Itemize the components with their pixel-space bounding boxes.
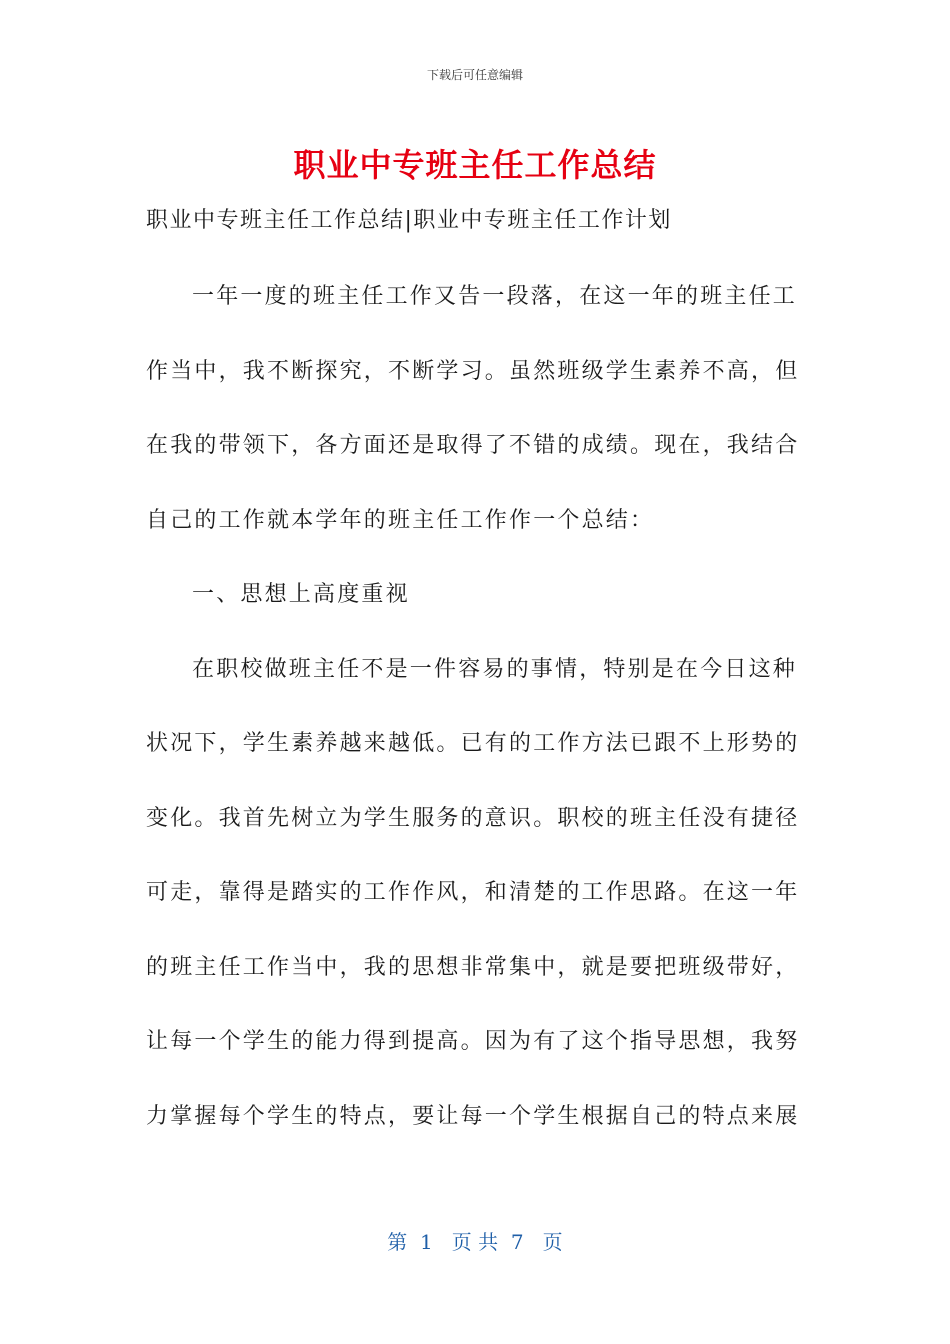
paragraph-1-line-1: 一年一度的班主任工作又告一段落，在这一年的班主任工 (192, 284, 798, 309)
document-title: 职业中专班主任工作总结 (293, 146, 657, 184)
paragraph-1-line-3: 在我的带领下，各方面还是取得了不错的成绩。现在，我结合 (146, 433, 800, 458)
paragraph-1-line-4: 自己的工作就本学年的班主任工作作一个总结： (146, 507, 655, 533)
page-header-note: 下载后可任意编辑 (426, 68, 523, 82)
page-number-footer: 第 1 页 共 7 页 (387, 1230, 563, 1254)
document-body (146, 260, 800, 1154)
paragraph-1-line-2: 作当中，我不断探究，不断学习。虽然班级学生素养不高，但 (146, 358, 800, 384)
paragraph-2-line-1: 在职校做班主任不是一件容易的事情，特别是在今日这种 (192, 656, 798, 682)
paragraph-2-line-2: 状况下，学生素养越来越低。已有的工作方法已跟不上形势的 (146, 731, 800, 756)
paragraph-2-line-7: 力掌握每个学生的特点，要让每一个学生根据自己的特点来展 (146, 1103, 800, 1129)
section-heading-1: 一、思想上高度重视 (192, 582, 410, 607)
paragraph-2-line-5: 的班主任工作当中，我的思想非常集中，就是要把班级带好， (146, 954, 800, 980)
paragraph-2-line-3: 变化。我首先树立为学生服务的意识。职校的班主任没有捷径 (146, 805, 800, 831)
paragraph-2-line-6: 让每一个学生的能力得到提高。因为有了这个指导思想，我努 (146, 1029, 800, 1054)
document-subtitle: 职业中专班主任工作总结|职业中专班主任工作计划 (146, 208, 672, 233)
paragraph-2-line-4: 可走，靠得是踏实的工作作风，和清楚的工作思路。在这一年 (146, 880, 800, 905)
